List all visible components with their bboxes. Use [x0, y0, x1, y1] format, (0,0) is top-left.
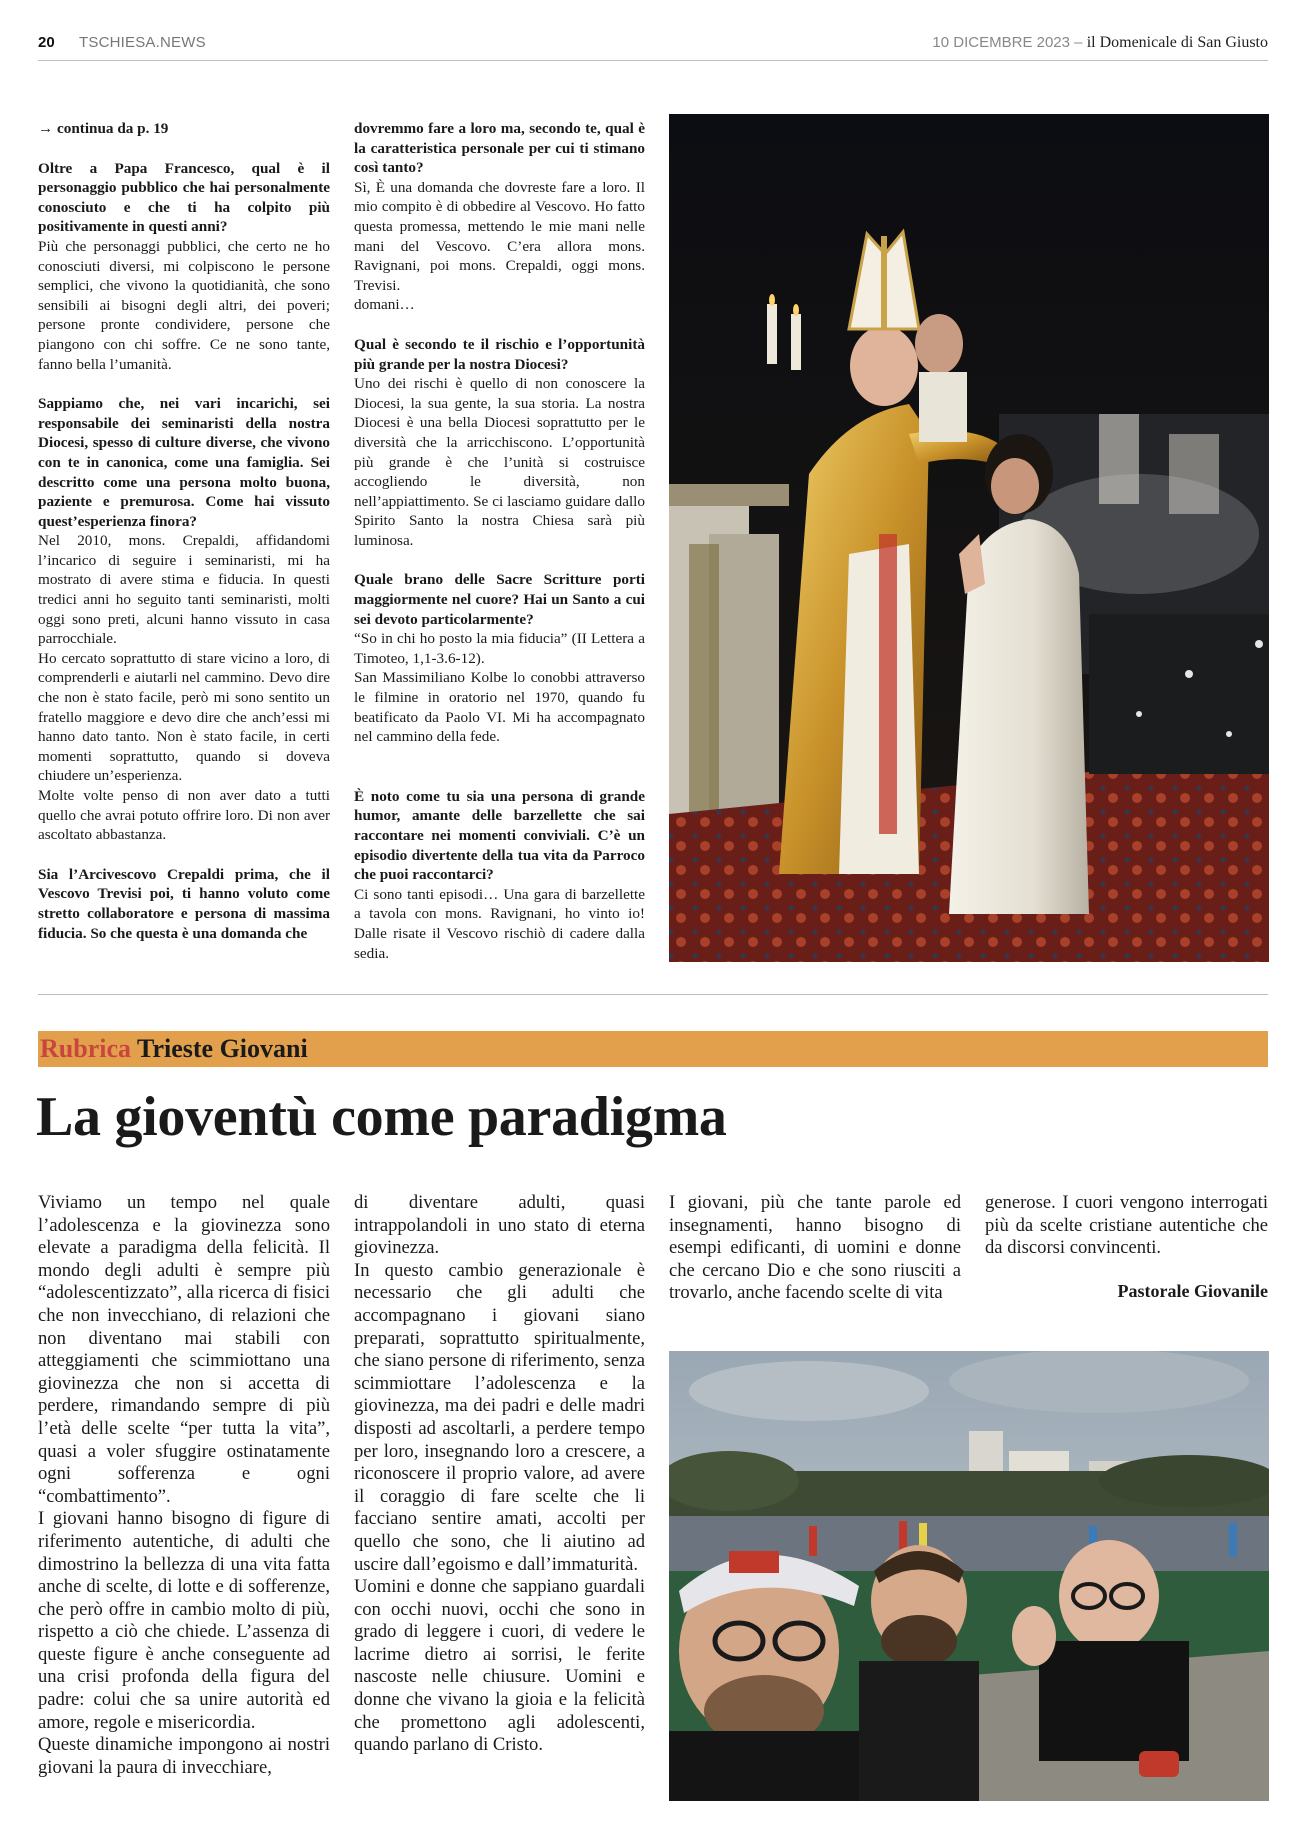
article-column-4 [985, 1192, 1268, 1260]
youth-group-photo [669, 1351, 1269, 1801]
interview-answer: San Massimiliano Kolbe lo conobbi attraverso le filmine in oratorio nel 1970, quando fu beatificato da Paolo VI. Mi ha accompagnato nel cammino della fede. [354, 669, 645, 746]
article-paragraph: Viviamo un tempo nel quale l’adolescenza e la giovinezza sono elevate a paradigma della felicità. Il mondo degli adulti è sempre più “adolescentizzato”, alla ricerca di fisici che non invecchiano, di relazioni che non diventano mai stabili con atteggiamenti che scimmiottano una giovinezza che non si accetta di perdere, rimandando sempre di più l’età delle scelte “per tutta la vita”, quasi a voler sfuggire ostinatamente ogni sofferenza e ogni “combattimento”. [38, 1192, 330, 1507]
ordination-photo [669, 114, 1269, 962]
article-column-3 [669, 1192, 961, 1305]
article-paragraph: Queste dinamiche impongono ai nostri giovani la paura di invecchiare, [38, 1734, 330, 1778]
interview-question: Sappiamo che, nei vari incarichi, sei responsabile dei seminaristi della nostra Diocesi, spesso di culture diverse, che vivono con te in canonica, come una famiglia. Sei descritto come una persona molto buona, paziente e premurosa. Come hai vissuto quest’esperienza finora? [38, 395, 330, 530]
issue-date: 10 DICEMBRE 2023 [932, 34, 1070, 51]
article-paragraph: In questo cambio generazionale è necessario che gli adulti che accompagnano i giovani siano preparati, soprattutto spiritualmente, che siano persone di riferimento, senza scimmiottare l’adolescenza e la giovinezza, ma dei padri e delle madri disposti ad ascoltarli, a perdere tempo per loro, insegnando loro a crescere, a riconoscere il proprio valore, ad avere il coraggio di fare scelte che li facciano sentire amati, accolti per quello che sono, che li aiutino ad uscire dall’egoismo e dall’immaturità. [354, 1259, 645, 1575]
interview-column-1 [38, 119, 330, 943]
article-paragraph: generose. I cuori vengono interrogati più da scelte cristiane autentiche che da discorsi convincenti. [985, 1192, 1268, 1259]
paragraph-gap [354, 315, 645, 335]
article-paragraph: di diventare adulti, quasi intrappolandoli in uno stato di eterna giovinezza. [354, 1192, 645, 1259]
article-column-2 [354, 1192, 645, 1757]
interview-answer: Molte volte penso di non aver dato a tutti quello che avrai potuto offrire loro. Di non aver ascoltato abbastanza. [38, 787, 330, 844]
article-paragraph: I giovani hanno bisogno di figure di riferimento autentiche, di adulti che dimostrino la bellezza di una vita fatta anche di scelte, di lotte e di sofferenze, che però offre in cambio molto di più, rispetto a ciò che chiede. L’assenza di queste figure è anche conseguente ad una crisi profonda della figura del padre: colui che sa unire autorità ed amore, regole e misericordia. [38, 1508, 330, 1733]
rubric-name: Trieste Giovani [137, 1034, 308, 1063]
paragraph-gap [354, 747, 645, 767]
paragraph-gap [38, 845, 330, 865]
issue-separator: – [1070, 34, 1087, 51]
article-signature: Pastorale Giovanile [1117, 1281, 1268, 1301]
interview-question: dovremmo fare a loro ma, secondo te, qual è la caratteristica personale per cui ti stimano così tanto? [354, 120, 645, 177]
interview-answer: Più che personaggi pubblici, che certo ne ho conosciuti diversi, mi colpiscono le persone semplici, che vivono la quotidianità, che sono sensibili ai bisogni degli altri, dei poveri; persone pronte condividere, persone che piangono con chi soffre. Ce ne sono tante, fanno bella l’umanità. [38, 237, 330, 373]
site-name: TSCHIESA.NEWS [79, 34, 206, 51]
paragraph-gap [38, 139, 330, 159]
rubric-label: Rubrica [40, 1034, 131, 1063]
interview-answer: domani… [354, 296, 415, 314]
page-header [38, 30, 1268, 61]
paragraph-gap [354, 550, 645, 570]
section-divider [38, 994, 1268, 995]
publication-name: il Domenicale di San Giusto [1086, 34, 1268, 51]
paragraph-gap [354, 767, 645, 787]
interview-column-2 [354, 119, 645, 963]
interview-answer: Uno dei rischi è quello di non conoscere la Diocesi, la sua gente, la sua storia. La nostra Diocesi è una bella Diocesi soprattutto per le diversità che la arricchiscono. L’opportunità più grande è che l’unità si costruisce accogliendo le diversità, non nell’appiattimento. Se ci lasciamo guidare dallo Spirito Santo la nostra Chiesa sarà più luminosa. [354, 375, 645, 549]
interview-answer: Ho cercato soprattutto di stare vicino a loro, di comprenderli e aiutarli nel cammino. Devo dire che non è stato facile, però mi sono sentito un fratello maggiore e devo dire che anch’essi mi hanno dato tanto. Non è stato facile, in certi momenti soprattutto, quando si doveva chiudere un’esperienza. [38, 649, 330, 785]
issue-info [932, 34, 1268, 52]
interview-answer: Ci sono tanti episodi… Una gara di barzellette a tavola con mons. Ravignani, ho vinto io! Dalle risate il Vescovo rischiò di cadere dalla sedia. [354, 885, 645, 962]
rubric-bar [38, 1031, 1268, 1067]
interview-question: Oltre a Papa Francesco, qual è il personaggio pubblico che hai personalmente conosciuto e che ti ha colpito più positivamente in questi anni? [38, 159, 330, 236]
interview-answer: Nel 2010, mons. Crepaldi, affidandomi l’incarico di seguire i seminaristi, mi ha mostrato di avere stima e fiducia. In questi tredici anni ho seguito tanti seminaristi, molti oggi sono preti, alcuni hanno vissuto in casa parrocchiale. [38, 532, 330, 648]
interview-answer: Sì, È una domanda che dovreste fare a loro. Il mio compito è di obbedire al Vescovo. Ho fatto questa promessa, mettendo le mie mani nelle mani del Vescovo. C’era allora mons. Ravignani, poi mons. Crepaldi, oggi mons. Trevisi. [354, 178, 645, 294]
interview-question: Sia l’Arcivescovo Crepaldi prima, che il Vescovo Trevisi poi, ti hanno voluto come stretto collaboratore e persona di massima fiducia. So che questa è una domanda che [38, 865, 330, 942]
paragraph-gap [38, 374, 330, 394]
article-paragraph: Uomini e donne che sappiano guardali con occhi nuovi, occhi che sono in grado di leggere i cuori, di vedere le lacrime dietro ai sorrisi, le ferite nascoste nelle chiusure. Uomini e donne che vivano la gioia e la felicità che promettono agli adolescenti, quando parlano di Cristo. [354, 1576, 645, 1756]
article-column-1 [38, 1192, 330, 1779]
interview-answer: “So in chi ho posto la mia fiducia” (II Lettera a Timoteo, 1,1-3.6-12). [354, 630, 645, 667]
interview-question: Qual è secondo te il rischio e l’opportunità più grande per la nostra Diocesi? [354, 335, 645, 373]
page-number: 20 [38, 34, 55, 51]
interview-question: Quale brano delle Sacre Scritture porti maggiormente nel cuore? Hai un Santo a cui sei devoto particolarmente? [354, 571, 645, 628]
article-paragraph: I giovani, più che tante parole ed insegnamenti, hanno bisogno di esempi edificanti, di uomini e donne che cercano Dio e che sono riusciti a trovarlo, anche facendo scelte di vita [669, 1192, 961, 1304]
interview-question: → continua da p. 19 [38, 120, 169, 137]
article-headline: La gioventù come paradigma [36, 1086, 727, 1148]
interview-question: È noto come tu sia una persona di grande humor, amante delle barzellette che sai raccontare nei momenti conviviali. C’è un episodio divertente della tua vita da Parroco che puoi raccontarci? [354, 787, 645, 884]
